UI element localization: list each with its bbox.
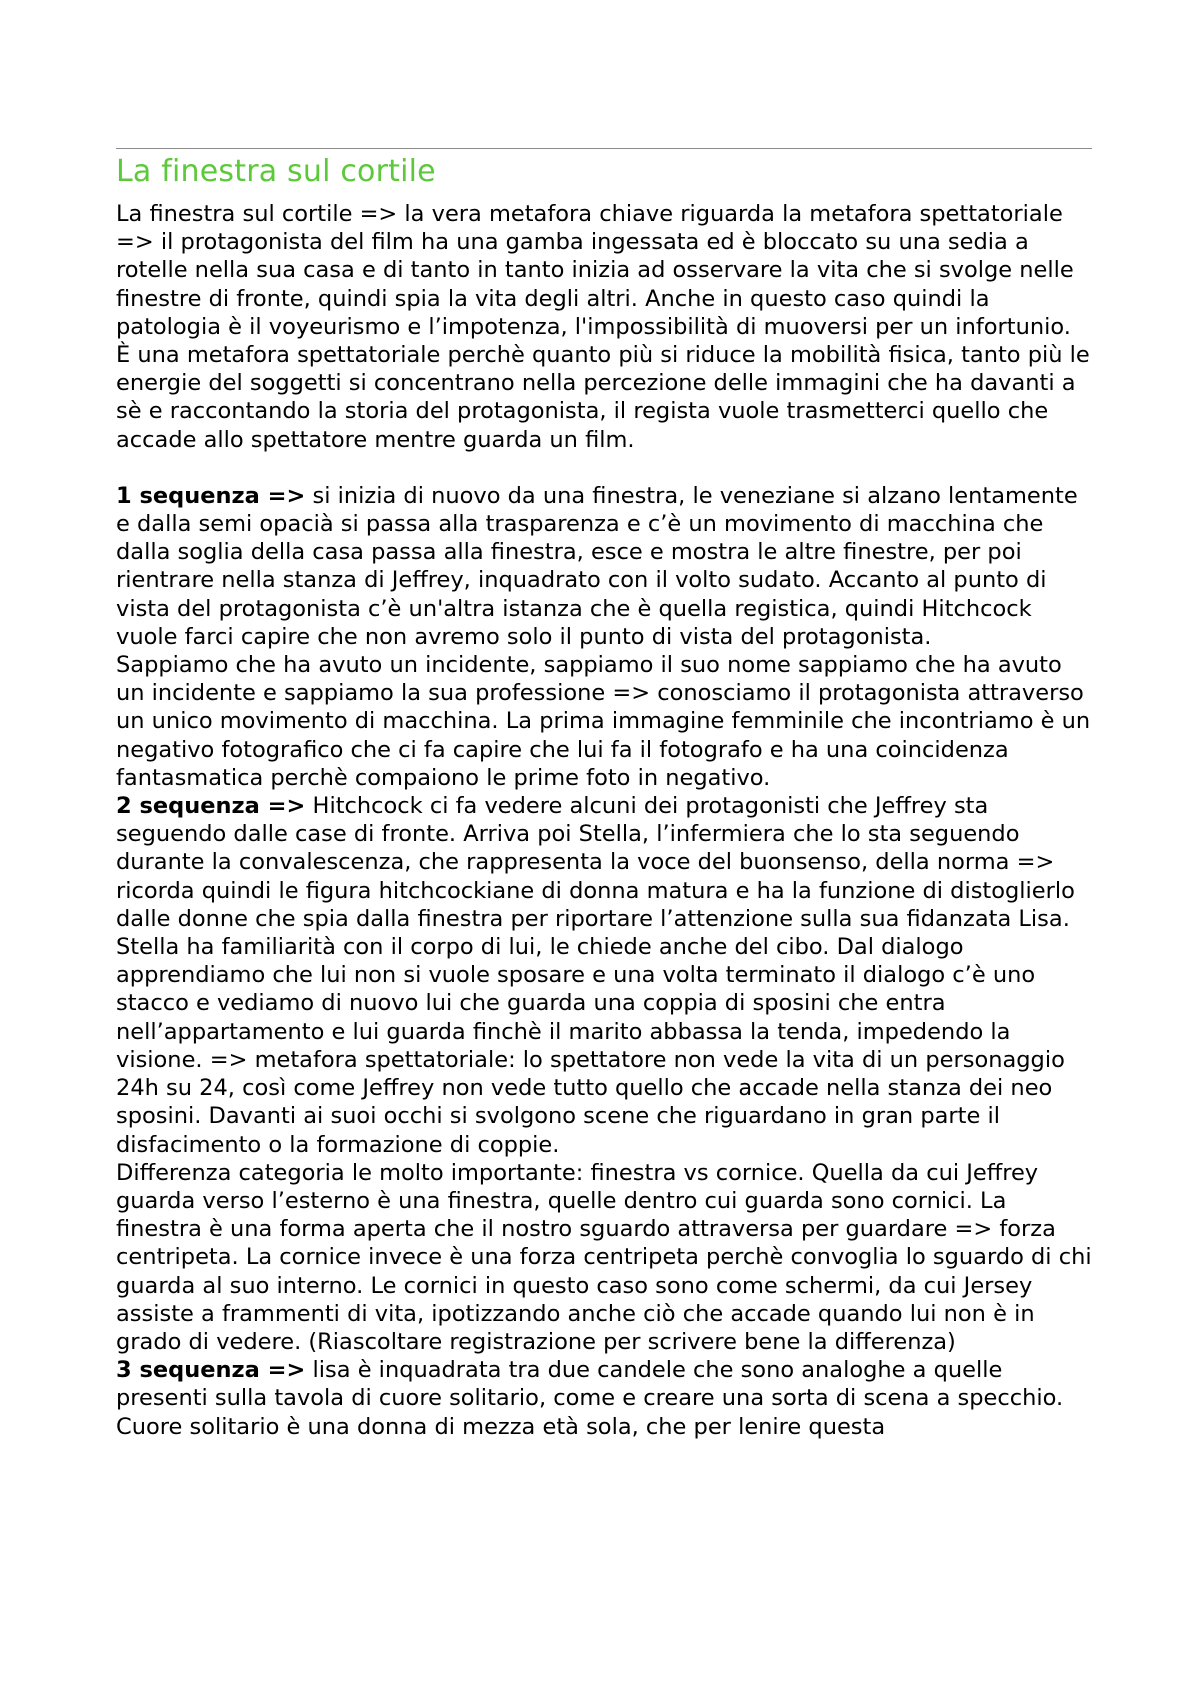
sequence-3-label: 3 sequenza => [116, 1357, 306, 1384]
header-rule [116, 148, 1092, 149]
difference-paragraph: Differenza categoria le molto importante: finestra vs cornice. Quella da cui Jeffrey guarda verso l’esterno è una finestra, quelle dentro cui guarda sono cornici. La finestra è una forma aperta che il nostro sguardo attraversa per guardare => forza centripeta. La cornice invece è una forza centripeta perchè convoglia lo sguardo di chi guarda al suo interno. Le cornici in questo caso sono come schermi, da cui Jersey assiste a frammenti di vita, ipotizzando anche ciò che accade quando lui non è in grado di vedere. (Riascoltare registrazione per scrivere bene la differenza) [116, 1159, 1092, 1355]
intro-paragraph: La finestra sul cortile => la vera metafora chiave riguarda la metafora spettatoriale => il protagonista del film ha una gamba ingessata ed è bloccato su una sedia a rotelle nella sua casa e di tanto in tanto inizia ad osservare la vita che si svolge nelle finestre di fronte, quindi spia la vita degli altri. Anche in questo caso quindi la patologia è il voyeurismo e l’impotenza, l'impossibilità di muoversi per un infortunio. È una metafora spettatoriale perchè quanto più si riduce la mobilità fisica, tanto più le energie del soggetti si concentrano nella percezione delle immagini che ha davanti a sè e raccontando la storia del protagonista, il regista vuole trasmetterci quello che accade allo spettatore mentre guarda un film. [116, 201, 1090, 453]
sequence-2-label: 2 sequenza => [116, 793, 306, 820]
sequence-2-paragraph [116, 792, 1092, 1159]
document-body [116, 200, 1092, 1441]
sequence-1-continuation: Sappiamo che ha avuto un incidente, sappiamo il suo nome sappiamo che ha avuto un incidente e sappiamo la sua professione => conosciamo il protagonista attraverso un unico movimento di macchina. La prima immagine femminile che incontriamo è un negativo fotografico che ci fa capire che lui fa il fotografo e ha una coincidenza fantasmatica perchè compaiono le prime foto in negativo. [116, 652, 1091, 791]
sequence-1-text: si inizia di nuovo da una finestra, le veneziane si alzano lentamente e dalla semi opacià si passa alla trasparenza e c’è un movimento di macchina che dalla soglia della casa passa alla finestra, esce e mostra le altre finestre, per poi rientrare nella stanza di Jeffrey, inquadrato con il volto sudato. Accanto al punto di vista del protagonista c’è un'altra istanza che è quella registica, quindi Hitchcock vuole farci capire che non avremo solo il punto di vista del protagonista. [116, 482, 1078, 650]
sequence-3-text: lisa è inquadrata tra due candele che sono analoghe a quelle presenti sulla tavola di cuore solitario, come e creare una sorta di scena a specchio. Cuore solitario è una donna di mezza età sola, che per lenire questa [116, 1357, 1064, 1440]
sequence-3-paragraph [116, 1356, 1092, 1441]
document-title: La finestra sul cortile [116, 154, 436, 189]
paragraph-gap [116, 454, 1092, 482]
sequence-1-label: 1 sequenza => [116, 482, 306, 509]
sequence-1-paragraph [116, 482, 1092, 651]
document-page [116, 148, 1092, 1441]
sequence-2-text: Hitchcock ci fa vedere alcuni dei protagonisti che Jeffrey sta seguendo dalle case di fronte. Arriva poi Stella, l’infermiera che lo sta seguendo durante la convalescenza, che rappresenta la voce del buonsenso, della norma => ricorda quindi le figura hitchcockiane di donna matura e ha la funzione di distoglierlo dalle donne che spia dalla finestra per riportare l’attenzione sulla sua fidanzata Lisa. Stella ha familiarità con il corpo di lui, le chiede anche del cibo. Dal dialogo apprendiamo che lui non si vuole sposare e una volta terminato il dialogo c’è uno stacco e vediamo di nuovo lui che guarda una coppia di sposini che entra nell’appartamento e lui guarda finchè il marito abbassa la tenda, impedendo la visione. => metafora spettatoriale: lo spettatore non vede la vita di un personaggio 24h su 24, così come Jeffrey non vede tutto quello che accade nella stanza dei neo sposini. Davanti ai suoi occhi si svolgono scene che riguardano in gran parte il disfacimento o la formazione di coppie. [116, 793, 1075, 1158]
